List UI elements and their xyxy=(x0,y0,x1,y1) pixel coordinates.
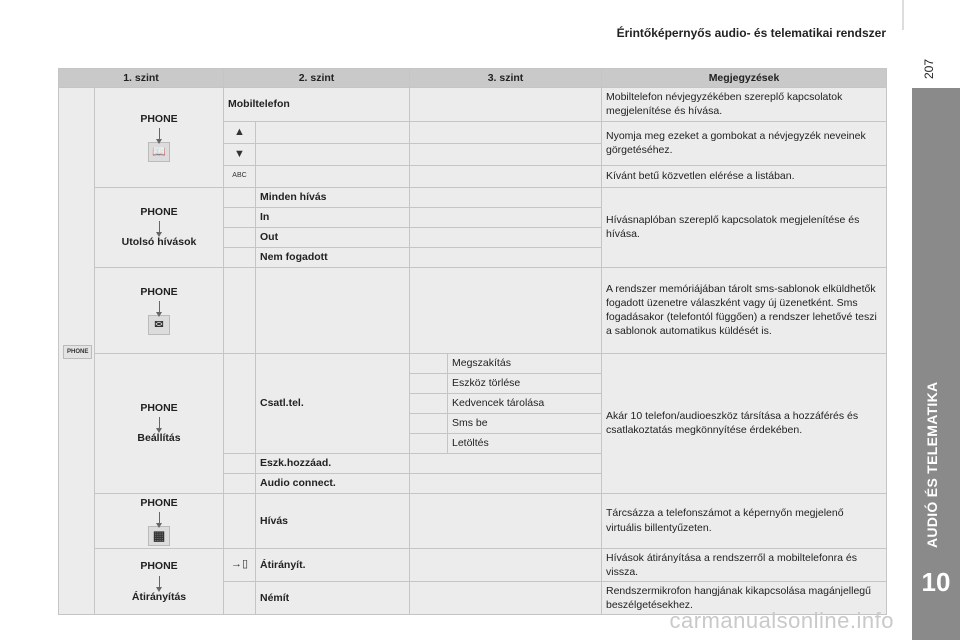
item-delete-device: Eszköz törlése xyxy=(448,373,602,393)
table-row xyxy=(59,187,887,207)
item-all-calls: Minden hívás xyxy=(256,187,410,207)
keypad-icon: ▦ xyxy=(148,526,170,546)
arrow-down-icon xyxy=(159,221,160,233)
level1-cell xyxy=(59,88,95,615)
abc-letter-icon: ABC xyxy=(224,165,256,187)
arrow-down-icon xyxy=(159,512,160,524)
scroll-up-icon: ▲ xyxy=(224,121,256,143)
note-settings: Akár 10 telefon/audioeszköz társítása a hozzáférés és csatlakoztatás megkönnyítése érdekében. xyxy=(602,353,887,493)
level2-phone-contacts: PHONE 📖 xyxy=(95,88,224,187)
level2-dial: PHONE ▦ xyxy=(95,493,224,548)
table-header-row xyxy=(59,69,887,88)
level2-transfer: PHONE Átirányítás xyxy=(95,548,224,615)
item-disconnect: Megszakítás xyxy=(448,353,602,373)
transfer-phone-icon: →▯ xyxy=(224,548,256,581)
item-sms-on: Sms be xyxy=(448,413,602,433)
item-mute: Némít xyxy=(256,582,410,615)
level2-settings: PHONE Beállítás xyxy=(95,353,224,493)
level2-sms: PHONE ✉ xyxy=(95,267,224,353)
col-header-level2: 2. szint xyxy=(224,69,410,88)
arrow-down-icon xyxy=(159,576,160,588)
note-mobiltelefon: Mobiltelefon névjegyzékében szereplő kapcsolatok megjelenítése és hívása. xyxy=(602,88,887,121)
menu-table xyxy=(58,68,887,615)
item-out: Out xyxy=(256,227,410,247)
col-header-level1: 1. szint xyxy=(59,69,224,88)
item-mobiltelefon: Mobiltelefon xyxy=(224,88,410,121)
contacts-book-icon: 📖 xyxy=(148,142,170,162)
note-transfer: Hívások átirányítása a rendszerről a mobiltelefonra és vissza. xyxy=(602,548,887,581)
header-divider xyxy=(902,0,904,30)
note-dial: Tárcsázza a telefonszámot a képernyőn megjelenő virtuális billentyűzeten. xyxy=(602,493,887,548)
note-mute: Rendszermikrofon hangjának kikapcsolása magánjellegű beszélgetésekhez. xyxy=(602,582,887,615)
item-save-favorites: Kedvencek tárolása xyxy=(448,393,602,413)
table-row xyxy=(59,353,887,373)
item-connected-phone: Csatl.tel. xyxy=(256,353,410,453)
chapter-title: AUDIÓ ÉS TELEMATIKA xyxy=(924,381,940,548)
table-row xyxy=(59,88,887,121)
table-row xyxy=(59,493,887,548)
watermark: carmanualsonline.info xyxy=(669,608,894,633)
item-download: Letöltés xyxy=(448,433,602,453)
page-header-title: Érintőképernyős audio- és telematikai rendszer xyxy=(616,26,886,40)
table-row xyxy=(59,548,887,581)
level2-recent-calls: PHONE Utolsó hívások xyxy=(95,187,224,267)
arrow-down-icon xyxy=(159,417,160,429)
item-audio-connect: Audio connect. xyxy=(256,473,410,493)
page-number: 207 xyxy=(922,58,936,80)
col-header-notes: Megjegyzések xyxy=(602,69,887,88)
note-sms: A rendszer memóriájában tárolt sms-sablonok elküldhetők fogadott üzenetre válaszként vagy új üzenetként. Sms fogadásakor (telefontól függően) a rendszer lehetővé teszi a sablonok automatikus küldését is. xyxy=(602,267,887,353)
chapter-number: 10 xyxy=(921,567,951,597)
scroll-down-icon: ▼ xyxy=(224,143,256,165)
item-call: Hívás xyxy=(256,493,410,548)
arrow-down-icon xyxy=(159,301,160,313)
envelope-icon: ✉ xyxy=(148,315,170,335)
arrow-down-icon xyxy=(159,128,160,140)
item-add-device: Eszk.hozzáad. xyxy=(256,453,410,473)
note-scroll: Nyomja meg ezeket a gombokat a névjegyzék neveinek görgetéséhez. xyxy=(602,121,887,165)
table-row xyxy=(59,267,887,353)
note-recent-calls: Hívásnaplóban szereplő kapcsolatok megjelenítése és hívása. xyxy=(602,187,887,267)
note-abc: Kívánt betű közvetlen elérése a listában. xyxy=(602,165,887,187)
col-header-level3: 3. szint xyxy=(410,69,602,88)
phone-badge-icon: PHONE xyxy=(63,345,92,359)
item-transfer: Átirányít. xyxy=(256,548,410,581)
item-in: In xyxy=(256,207,410,227)
item-missed: Nem fogadott xyxy=(256,247,410,267)
chapter-sidebar xyxy=(912,88,960,640)
